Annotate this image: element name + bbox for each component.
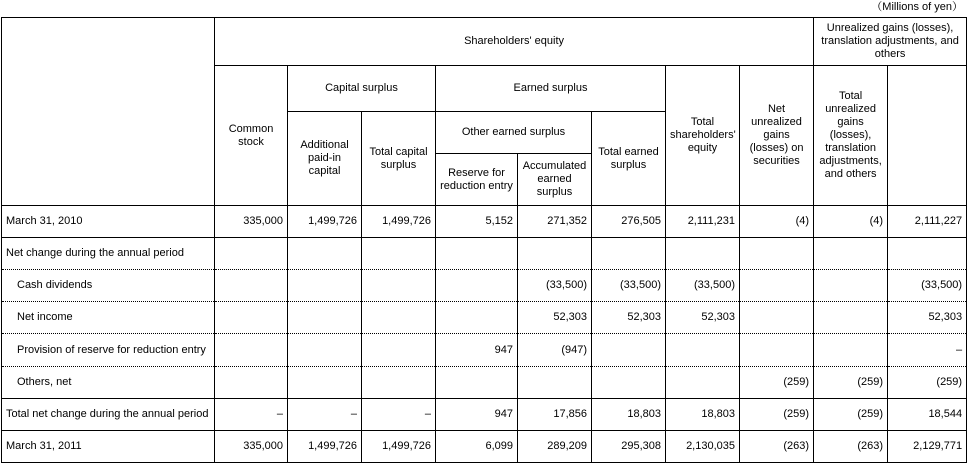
cell-additional-paid-in-capital <box>288 302 362 334</box>
row-label: March 31, 2011 <box>2 431 215 463</box>
row-label: Others, net <box>2 367 215 399</box>
cell-total-capital-surplus: 1,499,726 <box>362 206 436 238</box>
cell-additional-paid-in-capital <box>288 238 362 270</box>
cell-total-capital-surplus <box>362 367 436 399</box>
statement-of-changes-table <box>1 17 967 463</box>
cell-total-net-assets: 18,544 <box>888 399 967 431</box>
cell-net-unrealized-securities <box>740 238 814 270</box>
cell-net-unrealized-securities: (259) <box>740 367 814 399</box>
cell-total-capital-surplus <box>362 334 436 367</box>
table-row <box>2 334 967 367</box>
cell-total-capital-surplus: 1,499,726 <box>362 431 436 463</box>
cell-total-net-assets: 2,129,771 <box>888 431 967 463</box>
cell-accumulated-earned-surplus: 52,303 <box>518 302 592 334</box>
cell-total-shareholders-equity: 2,111,231 <box>666 206 740 238</box>
header-capital-surplus: Capital surplus <box>288 66 436 112</box>
header-shareholders-equity: Shareholders' equity <box>215 18 814 66</box>
cell-common-stock <box>215 238 288 270</box>
header-corner-cell <box>2 18 215 206</box>
cell-additional-paid-in-capital: 1,499,726 <box>288 431 362 463</box>
header-net-unrealized-securities: Net unrealized gains (losses) on securities <box>740 66 814 206</box>
cell-accumulated-earned-surplus: (33,500) <box>518 270 592 302</box>
table-row <box>2 206 967 238</box>
cell-reserve-reduction-entry <box>436 302 518 334</box>
cell-total-earned-surplus <box>592 238 666 270</box>
cell-total-capital-surplus <box>362 270 436 302</box>
header-total-unrealized: Total unrealized gains (losses), translation adjustments, and others <box>814 66 888 206</box>
cell-additional-paid-in-capital <box>288 367 362 399</box>
cell-additional-paid-in-capital <box>288 270 362 302</box>
cell-total-net-assets: (33,500) <box>888 270 967 302</box>
cell-common-stock <box>215 334 288 367</box>
cell-total-shareholders-equity: (33,500) <box>666 270 740 302</box>
cell-common-stock: – <box>215 399 288 431</box>
cell-total-earned-surplus: 295,308 <box>592 431 666 463</box>
cell-total-earned-surplus <box>592 367 666 399</box>
cell-total-unrealized <box>814 334 888 367</box>
cell-total-capital-surplus: – <box>362 399 436 431</box>
cell-net-unrealized-securities <box>740 270 814 302</box>
table-row <box>2 431 967 463</box>
cell-total-earned-surplus: (33,500) <box>592 270 666 302</box>
cell-total-net-assets: 2,111,227 <box>888 206 967 238</box>
cell-common-stock: 335,000 <box>215 206 288 238</box>
cell-net-unrealized-securities <box>740 334 814 367</box>
cell-reserve-reduction-entry: 6,099 <box>436 431 518 463</box>
cell-total-earned-surplus <box>592 334 666 367</box>
cell-total-earned-surplus: 18,803 <box>592 399 666 431</box>
cell-reserve-reduction-entry <box>436 238 518 270</box>
header-additional-paid-in-capital: Additional paid-in capital <box>288 112 362 206</box>
cell-total-shareholders-equity <box>666 238 740 270</box>
cell-net-unrealized-securities: (259) <box>740 399 814 431</box>
header-common-stock: Common stock <box>215 66 288 206</box>
row-label: March 31, 2010 <box>2 206 215 238</box>
header-total-capital-surplus: Total capital surplus <box>362 112 436 206</box>
cell-accumulated-earned-surplus: (947) <box>518 334 592 367</box>
cell-total-unrealized: (259) <box>814 399 888 431</box>
table-row <box>2 399 967 431</box>
cell-total-shareholders-equity: 2,130,035 <box>666 431 740 463</box>
cell-reserve-reduction-entry: 947 <box>436 334 518 367</box>
cell-total-shareholders-equity <box>666 367 740 399</box>
cell-total-capital-surplus <box>362 302 436 334</box>
cell-total-net-assets: 52,303 <box>888 302 967 334</box>
cell-total-earned-surplus: 276,505 <box>592 206 666 238</box>
header-unrealized-group: Unrealized gains (losses), translation adjustments, and others <box>814 18 967 66</box>
cell-total-unrealized <box>814 270 888 302</box>
cell-total-shareholders-equity: 18,803 <box>666 399 740 431</box>
cell-total-net-assets: (259) <box>888 367 967 399</box>
cell-total-unrealized <box>814 238 888 270</box>
unit-note: （Millions of yen） <box>871 1 963 13</box>
cell-reserve-reduction-entry: 5,152 <box>436 206 518 238</box>
header-total-earned-surplus: Total earned surplus <box>592 112 666 206</box>
cell-total-net-assets <box>888 238 967 270</box>
table-row <box>2 238 967 270</box>
cell-reserve-reduction-entry: 947 <box>436 399 518 431</box>
cell-net-unrealized-securities: (263) <box>740 431 814 463</box>
table-row <box>2 302 967 334</box>
cell-total-unrealized <box>814 302 888 334</box>
cell-common-stock <box>215 302 288 334</box>
table-row <box>2 367 967 399</box>
cell-accumulated-earned-surplus <box>518 367 592 399</box>
row-label: Provision of reserve for reduction entry <box>2 334 215 367</box>
cell-reserve-reduction-entry <box>436 270 518 302</box>
cell-additional-paid-in-capital <box>288 334 362 367</box>
header-other-earned-surplus: Other earned surplus <box>436 112 592 154</box>
header-total-shareholders-equity: Total shareholders' equity <box>666 66 740 206</box>
cell-total-unrealized: (263) <box>814 431 888 463</box>
header-earned-surplus: Earned surplus <box>436 66 666 112</box>
cell-common-stock: 335,000 <box>215 431 288 463</box>
table-row <box>2 270 967 302</box>
cell-total-unrealized: (259) <box>814 367 888 399</box>
row-label: Total net change during the annual period <box>2 399 215 431</box>
cell-accumulated-earned-surplus <box>518 238 592 270</box>
cell-accumulated-earned-surplus: 271,352 <box>518 206 592 238</box>
header-reserve-reduction-entry: Reserve for reduction entry <box>436 154 518 206</box>
cell-net-unrealized-securities: (4) <box>740 206 814 238</box>
row-label: Cash dividends <box>2 270 215 302</box>
cell-additional-paid-in-capital: 1,499,726 <box>288 206 362 238</box>
cell-total-net-assets: – <box>888 334 967 367</box>
cell-accumulated-earned-surplus: 289,209 <box>518 431 592 463</box>
cell-total-unrealized: (4) <box>814 206 888 238</box>
cell-total-earned-surplus: 52,303 <box>592 302 666 334</box>
header-accumulated-earned-surplus: Accumulated earned surplus <box>518 154 592 206</box>
row-label: Net change during the annual period <box>2 238 215 270</box>
cell-total-capital-surplus <box>362 238 436 270</box>
cell-reserve-reduction-entry <box>436 367 518 399</box>
cell-common-stock <box>215 367 288 399</box>
cell-total-shareholders-equity: 52,303 <box>666 302 740 334</box>
cell-net-unrealized-securities <box>740 302 814 334</box>
cell-total-shareholders-equity <box>666 334 740 367</box>
cell-accumulated-earned-surplus: 17,856 <box>518 399 592 431</box>
cell-common-stock <box>215 270 288 302</box>
cell-additional-paid-in-capital: – <box>288 399 362 431</box>
row-label: Net income <box>2 302 215 334</box>
